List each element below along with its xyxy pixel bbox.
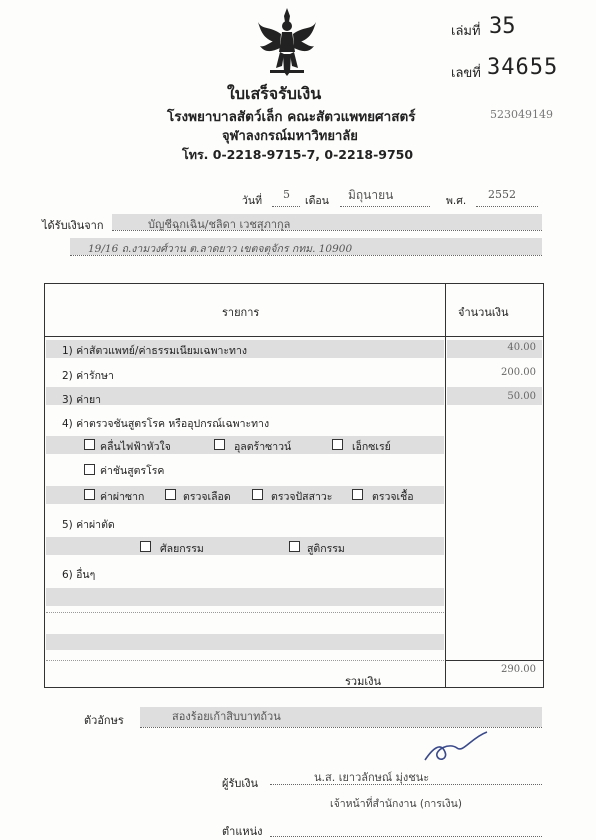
payer-address: 19/16 ถ.งามวงศ์วาน ต.ลาดยาว เขตจตุจักร กทม. 10900	[88, 243, 353, 255]
receipt-title: ใบเสร็จรับเงิน	[227, 84, 322, 103]
col-header-items: รายการ	[222, 306, 260, 319]
amount-words-value: สองร้อยเก้าสิบบาทถ้วน	[172, 710, 281, 723]
item-row-2-label: 2) ค่ารักษา	[62, 370, 114, 382]
month-value: มิถุนายน	[348, 188, 394, 202]
checkbox-ekg-label: คลื่นไฟฟ้าหัวใจ	[100, 441, 171, 453]
item-row-3-label: 3) ค่ายา	[62, 394, 102, 406]
checkbox-obstetrics[interactable]	[289, 541, 300, 552]
checkbox-pathology-label: ค่าชันสูตรโรค	[100, 465, 165, 477]
checkbox-surgery-label: ศัลยกรรม	[160, 543, 204, 555]
tax-id: 523049149	[490, 108, 553, 121]
receiver-role: เจ้าหน้าที่สำนักงาน (การเงิน)	[330, 798, 462, 810]
checkbox-surgery[interactable]	[140, 541, 151, 552]
col-header-amount: จำนวนเงิน	[458, 306, 509, 319]
amount-words-label: ตัวอักษร	[84, 714, 124, 727]
checkbox-pathology[interactable]	[84, 464, 95, 475]
checkbox-blood[interactable]	[165, 489, 176, 500]
checkbox-obstetrics-label: สูติกรรม	[307, 543, 345, 555]
total-label: รวมเงิน	[345, 675, 381, 688]
position-label: ตำแหน่ง	[222, 825, 263, 838]
payer-label: ได้รับเงินจาก	[42, 219, 104, 232]
number-label: เลขที่	[451, 66, 481, 81]
item-row-4-label: 4) ค่าตรวจชันสูตรโรค หรืออุปกรณ์เฉพาะทาง	[62, 418, 270, 430]
item-row-1-amount: 40.00	[507, 342, 536, 353]
checkbox-blood-label: ตรวจเลือด	[183, 491, 231, 503]
checkbox-necropsy[interactable]	[84, 489, 95, 500]
checkbox-xray-label: เอ็กซเรย์	[352, 441, 391, 453]
org-phone: โทร. 0-2218-9715-7, 0-2218-9750	[182, 147, 414, 162]
year-label: พ.ศ.	[446, 195, 467, 207]
signature-scribble	[415, 728, 495, 768]
receiver-label: ผู้รับเงิน	[222, 777, 258, 790]
receiver-name: น.ส. เยาวลักษณ์ มุ่งชนะ	[314, 771, 430, 784]
book-label: เล่มที่	[451, 24, 481, 39]
checkbox-ultrasound[interactable]	[214, 439, 225, 450]
day-value: 5	[283, 188, 290, 201]
year-value: 2552	[488, 188, 516, 201]
garuda-emblem-icon	[256, 6, 318, 78]
checkbox-ultrasound-label: อุลตร้าซาวน์	[234, 441, 292, 453]
checkbox-xray[interactable]	[332, 439, 343, 450]
book-number: 35	[489, 14, 516, 39]
org-name: โรงพยาบาลสัตว์เล็ก คณะสัตวแพทยศาสตร์	[167, 109, 416, 125]
checkbox-culture[interactable]	[352, 489, 363, 500]
checkbox-culture-label: ตรวจเชื้อ	[372, 491, 414, 503]
payer-name: บัญชีฉุกเฉิน/ชลิดา เวชสุภากุล	[148, 218, 291, 231]
receipt-number: 34655	[487, 55, 559, 80]
item-row-5-label: 5) ค่าผ่าตัด	[62, 519, 115, 531]
item-row-1-label: 1) ค่าสัตวแพทย์/ค่าธรรมเนียมเฉพาะทาง	[62, 345, 247, 357]
item-row-6-label: 6) อื่นๆ	[62, 569, 96, 581]
checkbox-urine[interactable]	[252, 489, 263, 500]
item-row-2-amount: 200.00	[501, 367, 536, 378]
month-label: เดือน	[305, 195, 329, 207]
total-amount: 290.00	[501, 664, 536, 675]
checkbox-necropsy-label: ค่าผ่าซาก	[100, 491, 145, 503]
org-university: จุฬาลงกรณ์มหาวิทยาลัย	[222, 129, 358, 144]
item-row-3-amount: 50.00	[507, 391, 536, 402]
day-label: วันที่	[242, 195, 262, 207]
checkbox-urine-label: ตรวจปัสสาวะ	[271, 491, 333, 503]
checkbox-ekg[interactable]	[84, 439, 95, 450]
